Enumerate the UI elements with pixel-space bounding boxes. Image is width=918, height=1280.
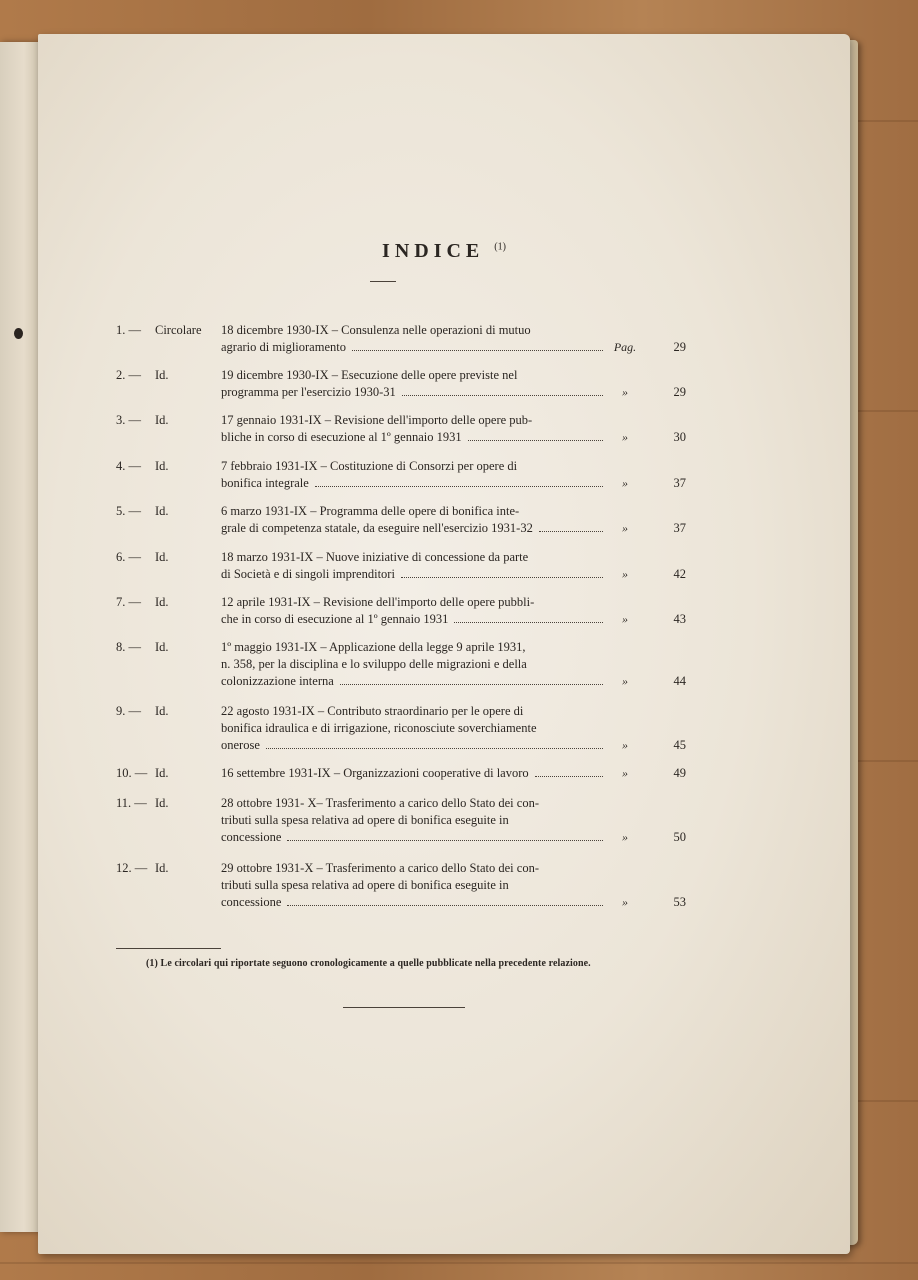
entry-number: 5. — [116,504,141,518]
entry-number: 7. — [116,595,141,609]
entry-type: Id. [155,550,169,564]
entry-line-text: concessione [221,895,282,909]
page-ref-label: » [622,674,628,688]
page-ref-label: » [622,738,628,752]
entry-line [221,384,607,401]
entry-type: Id. [155,861,169,875]
entry-type: Id. [155,796,169,810]
leader-dots [535,776,603,777]
entry-line-text: programma per l'esercizio 1930-31 [221,385,396,399]
entry-number: 1. — [116,323,141,337]
entry-description [221,549,607,583]
title-rule [370,281,396,282]
page-ref-label: » [622,521,628,535]
entry-type: Circolare [155,323,202,337]
entry-line-text: di Società e di singoli imprenditori [221,567,395,581]
entry-description [221,412,607,446]
page-number: 37 [673,521,686,535]
entry-line: 1º maggio 1931-IX – Applicazione della legge 9 aprile 1931, [221,640,526,654]
entry-description [221,860,607,911]
entry-line: 7 febbraio 1931-IX – Costituzione di Consorzi per opere di [221,459,518,473]
entry-line: 17 gennaio 1931-IX – Revisione dell'importo delle opere pub- [221,413,533,427]
leader-dots [402,395,603,396]
entry-number: 4. — [116,459,141,473]
entry-line [221,737,607,754]
entry-description [221,367,607,401]
page-number: 44 [673,674,686,688]
entry-description [221,703,607,754]
entry-description [221,503,607,537]
leader-dots [266,748,603,749]
entry-description [221,765,607,782]
leader-dots [352,350,603,351]
entry-line-text: onerose [221,738,260,752]
entry-number: 2. — [116,368,141,382]
page-number: 45 [673,738,686,752]
leader-dots [468,440,603,441]
entry-type: Id. [155,640,169,654]
title-text: INDICE [382,240,485,262]
page-number: 50 [673,830,686,844]
entry-line-text: 16 settembre 1931-IX – Organizzazioni cooperative di lavoro [221,766,529,780]
page-ref-label: » [622,476,628,490]
entry-number: 11. — [116,796,147,810]
page-ref-label: » [622,766,628,780]
entry-line-text: bonifica integrale [221,476,309,490]
entry-line-text: agrario di miglioramento [221,340,346,354]
entry-line-text: grale di competenza statale, da eseguire nell'esercizio 1931-32 [221,521,533,535]
entry-line: 29 ottobre 1931-X – Trasferimento a carico dello Stato dei con- [221,861,539,875]
entry-line-text: bliche in corso di esecuzione al 1º gennaio 1931 [221,430,462,444]
page-ref-label: » [622,830,628,844]
entry-line: bonifica idraulica e di irrigazione, riconosciute soverchiamente [221,721,537,735]
page-number: 49 [673,766,686,780]
entry-description [221,795,607,846]
page-number: 30 [673,430,686,444]
leader-dots [287,840,603,841]
entry-line: 18 dicembre 1930-IX – Consulenza nelle operazioni di mutuo [221,323,531,337]
footnote: (1) Le circolari qui riportate seguono cronologicamente a quelle pubblicate nella precedente relazione. [146,958,591,969]
entry-line: 19 dicembre 1930-IX – Esecuzione delle opere previste nel [221,368,518,382]
entry-line [221,566,607,583]
entry-type: Id. [155,766,169,780]
entry-number: 12. — [116,861,148,875]
entry-line [221,611,607,628]
entry-line: n. 358, per la disciplina e lo sviluppo delle migrazioni e della [221,657,527,671]
leader-dots [287,905,603,906]
leader-dots [315,486,603,487]
entry-number: 3. — [116,413,141,427]
entry-line [221,475,607,492]
entry-type: Id. [155,704,169,718]
page-ref-label: » [622,430,628,444]
entry-type: Id. [155,595,169,609]
entry-line-text: colonizzazione interna [221,674,334,688]
entry-line [221,673,607,690]
page-number: 37 [673,476,686,490]
entry-type: Id. [155,459,169,473]
entry-line [221,339,607,356]
binding-hole [14,328,23,339]
entry-line [221,829,607,846]
page-number: 29 [673,385,686,399]
entry-line [221,429,607,446]
entry-number: 8. — [116,640,141,654]
page-ref-label: » [622,612,628,626]
page-number: 29 [673,340,686,354]
entry-type: Id. [155,504,169,518]
entry-line: 12 aprile 1931-IX – Revisione dell'importo delle opere pubbli- [221,595,535,609]
entry-line [221,894,607,911]
page-number: 53 [673,895,686,909]
entry-number: 10. — [116,766,148,780]
page-number: 43 [673,612,686,626]
entry-number: 9. — [116,704,141,718]
footnote-rule [116,948,221,949]
entry-line: tributi sulla spesa relativa ad opere di bonifica eseguite in [221,878,509,892]
leader-dots [454,622,603,623]
entry-line: 22 agosto 1931-IX – Contributo straordinario per le opere di [221,704,524,718]
entry-line [221,520,607,537]
entry-type: Id. [155,413,169,427]
page-title [38,240,850,263]
adjacent-page [0,42,42,1232]
entry-description [221,322,607,356]
entry-description [221,458,607,492]
entry-line: tributi sulla spesa relativa ad opere di bonifica eseguite in [221,813,509,827]
leader-dots [539,531,603,532]
document-page [38,34,850,1254]
page-ref-label: Pag. [613,340,637,354]
leader-dots [401,577,603,578]
entry-line-text: concessione [221,830,282,844]
entry-number: 6. — [116,550,141,564]
page-ref-label: » [622,567,628,581]
entry-line-text: che in corso di esecuzione al 1º gennaio 1931 [221,612,449,626]
page-ref-label: » [622,895,628,909]
entry-type: Id. [155,368,169,382]
entry-line [221,765,607,782]
entry-description [221,639,607,690]
entry-line: 28 ottobre 1931- X– Trasferimento a carico dello Stato dei con- [221,796,539,810]
title-footnote-mark: (1) [494,241,506,253]
entry-line: 6 marzo 1931-IX – Programma delle opere di bonifica inte- [221,504,520,518]
entry-line: 18 marzo 1931-IX – Nuove iniziative di concessione da parte [221,550,529,564]
end-rule [343,1007,465,1008]
entry-description [221,594,607,628]
page-ref-label: » [622,385,628,399]
leader-dots [340,684,603,685]
page-number: 42 [673,567,686,581]
